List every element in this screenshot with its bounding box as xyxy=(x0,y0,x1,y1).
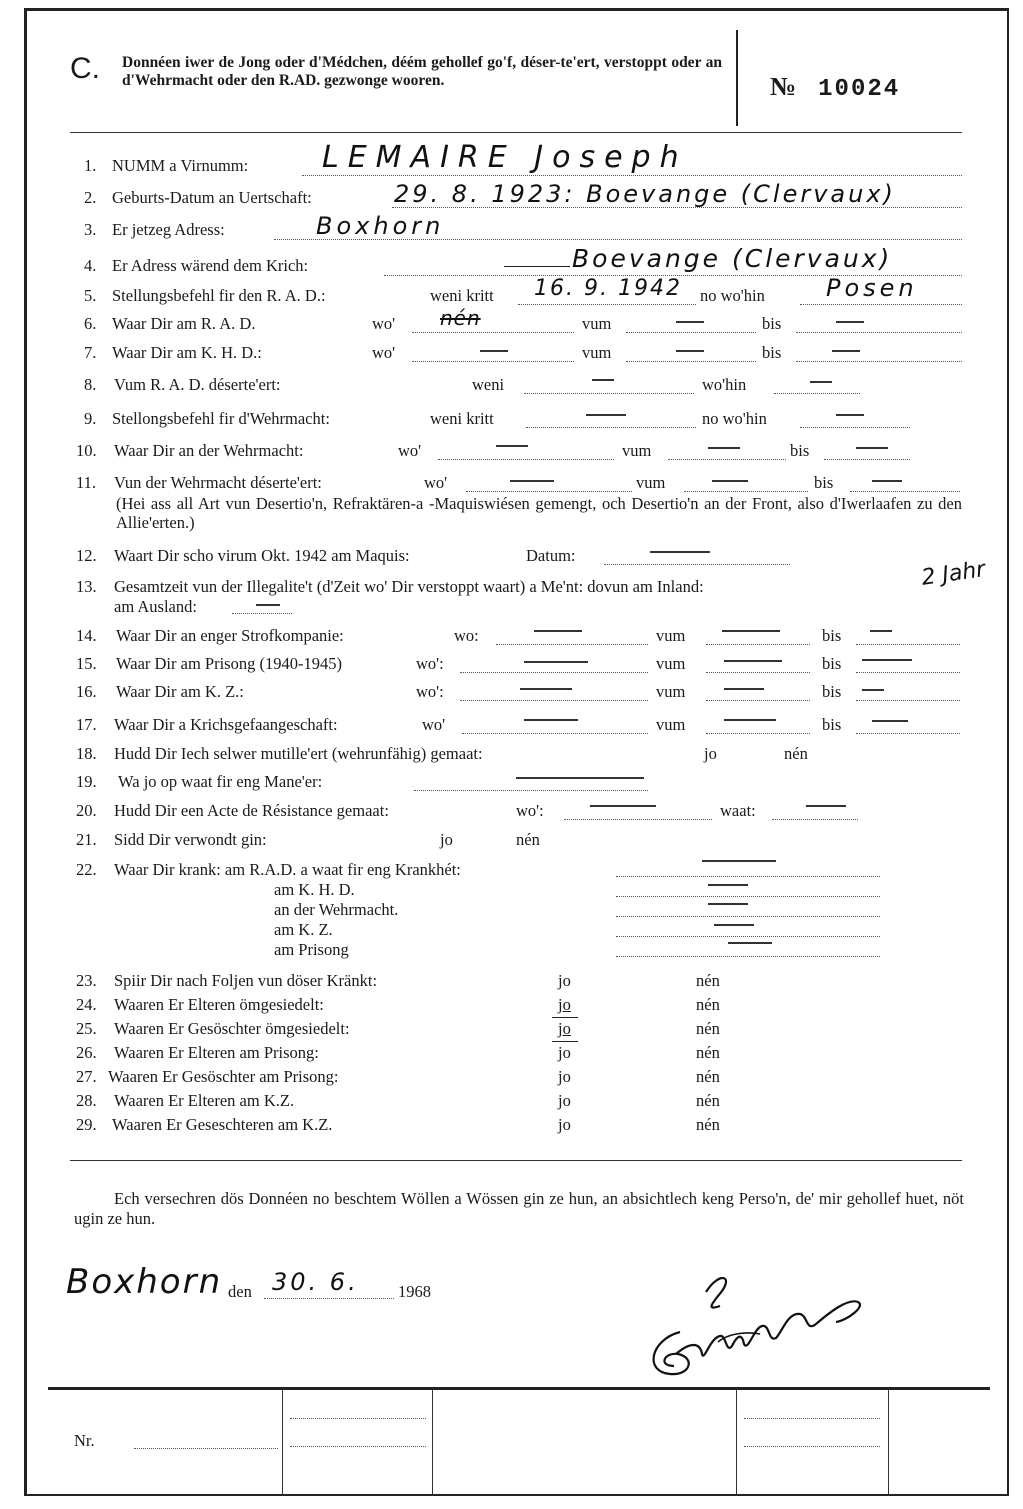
row-22-sub-kz: am K. Z. xyxy=(274,920,333,939)
row-6-bis-line xyxy=(796,332,962,333)
footer-dots-2 xyxy=(290,1446,426,1447)
footer-col-3 xyxy=(736,1390,737,1496)
row-11-wo-dash xyxy=(510,480,554,482)
row-4-num: 4. xyxy=(84,256,97,275)
footer-nr-label: Nr. xyxy=(74,1431,95,1450)
row-15-label: Waar Dir am Prisong (1940-1945) xyxy=(116,654,342,673)
row-7-label: Waar Dir am K. H. D.: xyxy=(112,343,262,362)
row-9-wohin: no wo'hin xyxy=(702,409,767,428)
row-9-wohin-line xyxy=(800,427,910,428)
row-11-bis: bis xyxy=(814,473,834,492)
row-11-vum: vum xyxy=(636,473,666,492)
row-14-wo: wo: xyxy=(454,626,479,645)
row-10-wo-line xyxy=(438,459,614,460)
row-4-dash xyxy=(504,266,570,267)
declaration-text: Ech versechren dös Donnéen no beschtem Wöllen a Wössen gin ze hun, an absichtlech keng Perso'n, de' mir gehollef huet, nöt ugin ze hun. xyxy=(74,1189,964,1228)
section-letter: C. xyxy=(70,52,100,85)
row-7-vum: vum xyxy=(582,343,612,362)
row-5-weni: weni kritt xyxy=(430,286,494,305)
row-12-dash xyxy=(650,551,710,553)
row-21-label: Sidd Dir verwondt gin: xyxy=(114,830,267,849)
row-10-bis-line xyxy=(824,459,910,460)
row-12-datum: Datum: xyxy=(526,546,576,565)
row-10-vum: vum xyxy=(622,441,652,460)
row-13-label: Gesamtzeit vun der Illegalite't (d'Zeit wo' Dir verstoppt waart) a Me'nt: dovun am Inland: xyxy=(114,577,704,596)
row-22-line-5 xyxy=(616,956,880,957)
signature-year: 1968 xyxy=(398,1282,431,1301)
row-16-bis: bis xyxy=(822,682,842,701)
row-5-place-line xyxy=(800,304,962,305)
row-15-wo: wo': xyxy=(416,654,444,673)
row-26-nen[interactable]: nén xyxy=(696,1043,720,1062)
row-17-label: Waar Dir a Krichsgefaangeschaft: xyxy=(114,715,338,734)
row-6-vum: vum xyxy=(582,314,612,333)
row-10-num: 10. xyxy=(76,441,97,460)
row-17-wo: wo' xyxy=(422,715,446,734)
row-23-num: 23. xyxy=(76,971,97,990)
row-29-label: Waaren Er Geseschteren am K.Z. xyxy=(112,1115,333,1134)
row-22-sub-khd: am K. H. D. xyxy=(274,880,355,899)
footer-col-1 xyxy=(282,1390,283,1496)
row-11-vum-dash xyxy=(712,480,748,482)
footer-rule xyxy=(48,1387,990,1390)
row-9-wohin-dash xyxy=(836,414,864,416)
row-22-num: 22. xyxy=(76,860,97,879)
row-6-vum-line xyxy=(626,332,756,333)
row-1-line xyxy=(302,175,962,176)
row-25-overline xyxy=(552,1017,578,1018)
row-8-label: Vum R. A. D. déserte'ert: xyxy=(114,375,281,394)
row-11-note: (Hei ass all Art vun Desertio'n, Refraktären-a -Maquiswiésen gemengt, och Desertio'n an der Front, also d'Iwerlaafen zu den Allie'erten.) xyxy=(116,494,962,532)
row-5-date[interactable]: 16. 9. 1942 xyxy=(534,276,682,301)
header-rule xyxy=(70,132,962,133)
form-number xyxy=(770,72,900,103)
row-15-vum-dash xyxy=(724,660,782,662)
row-6-wo: wo' xyxy=(372,314,396,333)
row-3-address[interactable]: Boxhorn xyxy=(316,212,445,240)
row-15-num: 15. xyxy=(76,654,97,673)
signature-den: den xyxy=(228,1282,252,1301)
row-5-date-line xyxy=(518,304,696,305)
row-17-vum-line xyxy=(706,733,810,734)
row-14-bis: bis xyxy=(822,626,842,645)
row-18-label: Hudd Dir Iech selwer mutille'ert (wehrunfähig) gemaat: xyxy=(114,744,483,763)
row-28-jo[interactable]: jo xyxy=(558,1091,571,1110)
row-6-num: 6. xyxy=(84,314,97,333)
footer-dots-1 xyxy=(290,1418,426,1419)
footer-col-4 xyxy=(888,1390,889,1496)
row-14-vum-line xyxy=(706,644,810,645)
number-value: 10024 xyxy=(818,76,901,103)
row-13-num: 13. xyxy=(76,577,97,596)
row-22-sub-prisong: am Prisong xyxy=(274,940,349,959)
row-28-label: Waaren Er Elteren am K.Z. xyxy=(114,1091,295,1110)
row-20-waat: waat: xyxy=(720,801,756,820)
row-6-label: Waar Dir am R. A. D. xyxy=(112,314,256,333)
row-26-num: 26. xyxy=(76,1043,97,1062)
row-9-weni-line xyxy=(526,427,696,428)
row-8-num: 8. xyxy=(84,375,97,394)
row-21-num: 21. xyxy=(76,830,97,849)
row-11-vum-line xyxy=(684,491,808,492)
row-16-label: Waar Dir am K. Z.: xyxy=(116,682,244,701)
row-7-wo-line xyxy=(412,361,574,362)
row-9-weni-dash xyxy=(586,414,626,416)
row-20-waat-dash xyxy=(806,805,846,807)
row-28-nen[interactable]: nén xyxy=(696,1091,720,1110)
row-10-bis-dash xyxy=(856,447,888,449)
row-10-vum-dash xyxy=(708,447,740,449)
row-16-wo: wo': xyxy=(416,682,444,701)
row-27-nen[interactable]: nén xyxy=(696,1067,720,1086)
row-25-jo[interactable]: jo xyxy=(558,1019,571,1038)
row-14-wo-line xyxy=(496,644,648,645)
row-20-wo: wo': xyxy=(516,801,544,820)
row-24-num: 24. xyxy=(76,995,97,1014)
row-15-bis-dash xyxy=(862,659,912,661)
row-27-jo[interactable]: jo xyxy=(558,1067,571,1086)
row-29-num: 29. xyxy=(76,1115,97,1134)
row-6-value[interactable]: nén xyxy=(440,306,481,330)
row-20-label: Hudd Dir een Acte de Résistance gemaat: xyxy=(114,801,389,820)
footer-dots-3 xyxy=(744,1418,880,1419)
footer-nr-line xyxy=(134,1448,278,1449)
row-7-wo-dash xyxy=(480,350,508,352)
form-title: Donnéen iwer de Jong oder d'Médchen, déém gehollef go'f, déser-te'ert, verstoppt oder an d'Wehrmacht oder den R.AD. gezwonge wooren. xyxy=(122,54,722,89)
row-11-bis-dash xyxy=(872,480,902,482)
row-16-num: 16. xyxy=(76,682,97,701)
row-8-wohin-dash xyxy=(810,381,832,383)
row-17-num: 17. xyxy=(76,715,97,734)
row-9-weni: weni kritt xyxy=(430,409,494,428)
row-10-bis: bis xyxy=(790,441,810,460)
row-19-num: 19. xyxy=(76,772,97,791)
row-23-nen[interactable]: nén xyxy=(696,971,720,990)
row-4-war-address[interactable]: Boevange (Clervaux) xyxy=(572,244,893,273)
row-25-num: 25. xyxy=(76,1019,97,1038)
row-15-vum: vum xyxy=(656,654,686,673)
footer-col-2 xyxy=(432,1390,433,1496)
row-17-vum: vum xyxy=(656,715,686,734)
row-25-nen[interactable]: nén xyxy=(696,1019,720,1038)
row-14-label: Waar Dir an enger Strofkompanie: xyxy=(116,626,344,645)
row-15-bis: bis xyxy=(822,654,842,673)
row-8-weni: weni xyxy=(472,375,505,394)
row-22-line-2 xyxy=(616,896,880,897)
row-24-jo[interactable]: jo xyxy=(558,995,571,1014)
row-14-bis-dash xyxy=(870,630,892,632)
row-19-line xyxy=(414,790,648,791)
row-22-dash-2 xyxy=(708,884,748,886)
row-11-num: 11. xyxy=(76,473,97,492)
row-11-label: Vun der Wehrmacht déserte'ert: xyxy=(114,473,322,492)
row-11-wo-line xyxy=(466,491,632,492)
row-14-bis-line xyxy=(856,644,960,645)
row-17-bis: bis xyxy=(822,715,842,734)
header-divider xyxy=(736,30,738,126)
row-13-inland-value[interactable]: 2 Jahr xyxy=(920,557,987,591)
row-15-wo-line xyxy=(460,672,648,673)
row-28-num: 28. xyxy=(76,1091,97,1110)
row-15-wo-dash xyxy=(524,661,588,663)
row-8-wohin-line xyxy=(774,393,860,394)
row-10-label: Waar Dir an der Wehrmacht: xyxy=(114,441,304,460)
row-17-wo-line xyxy=(462,733,648,734)
row-7-bis-line xyxy=(796,361,962,362)
row-22-line-1 xyxy=(616,876,880,877)
row-11-bis-line xyxy=(850,491,960,492)
row-26-overline xyxy=(552,1041,578,1042)
row-7-bis-dash xyxy=(832,350,860,352)
row-7-vum-line xyxy=(626,361,756,362)
row-20-wo-line xyxy=(564,819,712,820)
row-12-line xyxy=(604,564,790,565)
row-19-dash xyxy=(516,777,644,779)
row-1-name[interactable]: LEMAIRE Joseph xyxy=(322,140,688,175)
row-14-vum-dash xyxy=(722,630,780,632)
row-20-num: 20. xyxy=(76,801,97,820)
row-22-sub-wehrmacht: an der Wehrmacht. xyxy=(274,900,399,919)
row-23-label: Spiir Dir nach Foljen vun döser Kränkt: xyxy=(114,971,378,990)
row-12-label: Waart Dir scho virum Okt. 1942 am Maquis: xyxy=(114,546,410,565)
row-27-num: 27. xyxy=(76,1067,97,1086)
row-21-nen[interactable]: nén xyxy=(516,830,540,849)
row-7-wo: wo' xyxy=(372,343,396,362)
row-10-vum-line xyxy=(668,459,786,460)
row-7-bis: bis xyxy=(762,343,782,362)
row-2-num: 2. xyxy=(84,188,97,207)
row-6-vum-dash xyxy=(676,321,704,323)
row-17-vum-dash xyxy=(724,719,776,721)
row-15-vum-line xyxy=(706,672,810,673)
row-1-num: 1. xyxy=(84,156,97,175)
row-24-nen[interactable]: nén xyxy=(696,995,720,1014)
row-26-jo[interactable]: jo xyxy=(558,1043,571,1062)
row-18-jo[interactable]: jo xyxy=(704,744,717,763)
row-11-wo: wo' xyxy=(424,473,448,492)
row-16-vum-line xyxy=(706,700,810,701)
row-22-label: Waar Dir krank: am R.A.D. a waat fir eng Krankhét: xyxy=(114,860,461,879)
row-14-vum: vum xyxy=(656,626,686,645)
row-9-label: Stellongsbefehl fir d'Wehrmacht: xyxy=(112,409,330,428)
row-2-label: Geburts-Datum an Uertschaft: xyxy=(112,188,312,207)
row-18-nen[interactable]: nén xyxy=(784,744,808,763)
row-22-line-4 xyxy=(616,936,880,937)
row-7-num: 7. xyxy=(84,343,97,362)
row-10-wo: wo' xyxy=(398,441,422,460)
footer-dots-4 xyxy=(744,1446,880,1447)
row-15-bis-line xyxy=(856,672,960,673)
row-17-bis-dash xyxy=(872,720,908,722)
row-23-jo[interactable]: jo xyxy=(558,971,571,990)
row-9-num: 9. xyxy=(84,409,97,428)
signature-place[interactable]: Boxhorn xyxy=(66,1262,223,1302)
row-20-wo-dash xyxy=(590,805,656,807)
row-5-num: 5. xyxy=(84,286,97,305)
row-29-jo[interactable]: jo xyxy=(558,1115,571,1134)
row-8-wohin: wo'hin xyxy=(702,375,747,394)
row-16-wo-line xyxy=(460,700,648,701)
row-22-dash-3 xyxy=(708,903,748,905)
row-6-wo-line xyxy=(412,332,574,333)
handwritten-signature xyxy=(640,1262,900,1392)
row-5-place[interactable]: Posen xyxy=(826,274,918,302)
row-17-wo-dash xyxy=(524,719,578,721)
signature-date-line xyxy=(264,1298,394,1299)
row-16-wo-dash xyxy=(520,688,572,690)
row-20-waat-line xyxy=(772,819,858,820)
row-13-ausland-line xyxy=(232,613,292,614)
row-16-bis-dash xyxy=(862,689,884,691)
row-6-bis: bis xyxy=(762,314,782,333)
declaration-rule xyxy=(70,1160,962,1161)
row-19-label: Wa jo op waat fir eng Mane'er: xyxy=(118,772,323,791)
row-3-num: 3. xyxy=(84,220,97,239)
row-25-label: Waaren Er Gesöschter ömgesiedelt: xyxy=(114,1019,350,1038)
row-17-bis-line xyxy=(856,733,960,734)
row-24-label: Waaren Er Elteren ömgesiedelt: xyxy=(114,995,324,1014)
row-13-ausland: am Ausland: xyxy=(114,597,197,616)
row-16-vum-dash xyxy=(724,688,764,690)
row-14-wo-dash xyxy=(534,630,582,632)
row-7-vum-dash xyxy=(676,350,704,352)
signature-date[interactable]: 30. 6. xyxy=(272,1268,359,1296)
row-22-dash-5 xyxy=(728,942,772,944)
row-22-dash-4 xyxy=(714,924,754,926)
row-10-wo-dash xyxy=(496,445,528,447)
row-6-bis-dash xyxy=(836,321,864,323)
row-26-label: Waaren Er Elteren am Prisong: xyxy=(114,1043,319,1062)
row-18-num: 18. xyxy=(76,744,97,763)
row-4-label: Er Adress wärend dem Krich: xyxy=(112,256,309,275)
row-16-vum: vum xyxy=(656,682,686,701)
row-3-label: Er jetzeg Adress: xyxy=(112,220,225,239)
number-symbol: № xyxy=(770,72,797,101)
row-27-label: Waaren Er Gesöschter am Prisong: xyxy=(108,1067,339,1086)
row-22-line-3 xyxy=(616,916,880,917)
row-8-weni-dash xyxy=(592,379,614,381)
row-12-num: 12. xyxy=(76,546,97,565)
row-8-weni-line xyxy=(524,393,694,394)
row-5-label: Stellungsbefehl fir den R. A. D.: xyxy=(112,286,326,305)
row-21-jo[interactable]: jo xyxy=(440,830,453,849)
row-5-wohin: no wo'hin xyxy=(700,286,765,305)
row-2-birth[interactable]: 29. 8. 1923: Boevange (Clervaux) xyxy=(394,180,896,208)
row-22-dash-1 xyxy=(702,860,776,862)
row-13-ausland-dash xyxy=(256,604,280,606)
row-1-label: NUMM a Virnumm: xyxy=(112,156,249,175)
row-16-bis-line xyxy=(856,700,960,701)
row-14-num: 14. xyxy=(76,626,97,645)
row-29-nen[interactable]: nén xyxy=(696,1115,720,1134)
